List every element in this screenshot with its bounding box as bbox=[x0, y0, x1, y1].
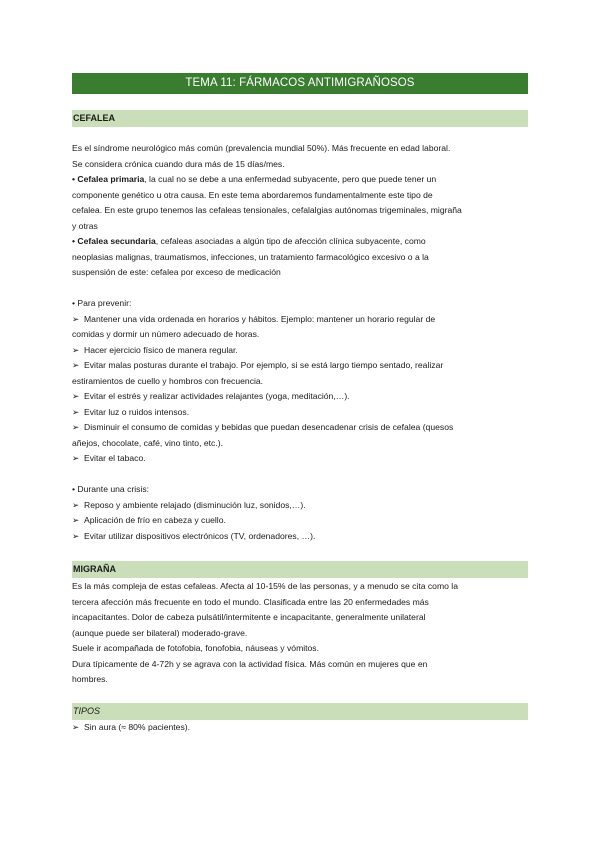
arrow-bullet-icon: ➢ bbox=[72, 453, 80, 463]
bullet: • bbox=[72, 236, 76, 246]
paragraph-line: componente genético u otra causa. En este tema abordaremos fundamentalmente este tipo de bbox=[72, 189, 433, 200]
arrow-bullet-icon: ➢ bbox=[72, 313, 80, 324]
primaria-text: , la cual no se debe a una enfermedad subyacente, pero que puede tener un bbox=[144, 174, 437, 184]
arrow-bullet-icon: ➢ bbox=[72, 360, 80, 370]
section-header-cefalea: CEFALEA bbox=[72, 110, 528, 127]
list-item-line bbox=[72, 420, 530, 436]
paragraph-line: incapacitantes. Dolor de cabeza pulsátil/intermitente e incapacitante, generalmente unilateral bbox=[72, 612, 426, 622]
paragraph-line: Se considera crónica cuando dura más de 15 días/mes. bbox=[72, 158, 285, 169]
section-header-migrana: MIGRAÑA bbox=[72, 561, 528, 578]
tipos-list bbox=[72, 720, 530, 736]
secundaria-text: , cefaleas asociadas a algún tipo de afección clínica subyacente, como bbox=[155, 236, 426, 246]
list-item-line bbox=[72, 405, 530, 421]
list-item-line bbox=[72, 513, 530, 529]
list-item-line bbox=[72, 451, 530, 467]
list-item-text: Reposo y ambiente relajado (disminución luz, sonidos,…). bbox=[84, 499, 306, 510]
paragraph-line: tercera afección más frecuente en todo el mundo. Clasificada entre las 20 enfermedades más bbox=[72, 596, 429, 607]
primaria-line bbox=[72, 172, 530, 188]
list-item-text: Aplicación de frío en cabeza y cuello. bbox=[84, 515, 226, 525]
secundaria-line bbox=[72, 234, 530, 250]
arrow-bullet-icon: ➢ bbox=[72, 406, 80, 417]
list-item-line bbox=[72, 374, 530, 390]
paragraph-line: hombres. bbox=[72, 674, 108, 684]
arrow-bullet-icon: ➢ bbox=[72, 499, 80, 510]
section-header-tipos: TIPOS bbox=[72, 703, 528, 720]
list-item-text: Hacer ejercicio físico de manera regular. bbox=[84, 344, 238, 355]
crisis-heading: • Durante una crisis: bbox=[72, 484, 150, 494]
primaria-term: Cefalea primaria bbox=[77, 174, 145, 184]
arrow-bullet-icon: ➢ bbox=[72, 722, 80, 732]
paragraph-line: Es la más compleja de estas cefaleas. Afecta al 10-15% de las personas, y a menudo se cita como la bbox=[72, 581, 458, 591]
list-item-line bbox=[72, 343, 530, 359]
list-item-line bbox=[72, 498, 530, 514]
cefalea-content bbox=[72, 141, 530, 544]
prevenir-list bbox=[72, 312, 530, 467]
list-item-line bbox=[72, 358, 530, 374]
list-item-text: Sin aura (≈ 80% pacientes). bbox=[84, 722, 190, 732]
list-item-text: comidas y dormir un número adecuado de horas. bbox=[72, 329, 260, 339]
paragraph-line: Suele ir acompañada de fotofobia, fonofobia, náuseas y vómitos. bbox=[72, 643, 319, 653]
paragraph-line: Es el síndrome neurológico más común (prevalencia mundial 50%). Más frecuente en edad laboral. bbox=[72, 143, 451, 153]
list-item-line bbox=[72, 529, 530, 545]
list-item-text: añejos, chocolate, café, vino tinto, etc.). bbox=[72, 437, 223, 448]
list-item-text: Evitar el tabaco. bbox=[84, 453, 146, 463]
paragraph-line: suspensión de este: cefalea por exceso de medicación bbox=[72, 267, 281, 277]
bullet: • bbox=[72, 174, 76, 184]
arrow-bullet-icon: ➢ bbox=[72, 515, 80, 525]
list-item-text: estiramientos de cuello y hombros con frecuencia. bbox=[72, 375, 264, 386]
migrana-content bbox=[72, 579, 530, 688]
list-item-line bbox=[72, 720, 530, 736]
paragraph-line: neoplasias malignas, traumatismos, infecciones, un tratamiento farmacológico excesivo o a la bbox=[72, 251, 429, 262]
list-item-text: Disminuir el consumo de comidas y bebidas que puedan desencadenar crisis de cefalea (quesos bbox=[84, 422, 454, 432]
paragraph-line: Dura típicamente de 4-72h y se agrava con la actividad física. Más común en mujeres que en bbox=[72, 658, 428, 669]
paragraph-line: y otras bbox=[72, 220, 98, 231]
arrow-bullet-icon: ➢ bbox=[72, 391, 80, 401]
list-item-text: Evitar el estrés y realizar actividades relajantes (yoga, meditación,…). bbox=[84, 391, 350, 401]
list-item-text: Evitar luz o ruidos intensos. bbox=[84, 406, 190, 417]
list-item-text: Evitar utilizar dispositivos electrónicos (TV, ordenadores, …). bbox=[84, 530, 316, 541]
arrow-bullet-icon: ➢ bbox=[72, 422, 80, 432]
list-item-line bbox=[72, 389, 530, 405]
arrow-bullet-icon: ➢ bbox=[72, 344, 80, 355]
paragraph-line: (aunque puede ser bilateral) moderado-grave. bbox=[72, 627, 248, 638]
list-item-line bbox=[72, 312, 530, 328]
arrow-bullet-icon: ➢ bbox=[72, 530, 80, 541]
prevenir-heading: • Para prevenir: bbox=[72, 298, 132, 308]
crisis-list bbox=[72, 498, 530, 545]
page-title: TEMA 11: FÁRMACOS ANTIMIGRAÑOSOS bbox=[72, 73, 528, 94]
list-item-text: Mantener una vida ordenada en horarios y hábitos. Ejemplo: mantener un horario regular de bbox=[84, 313, 436, 324]
list-item-line bbox=[72, 327, 530, 343]
list-item-text: Evitar malas posturas durante el trabajo. Por ejemplo, si se está largo tiempo sentado, realizar bbox=[84, 360, 444, 370]
list-item-line bbox=[72, 436, 530, 452]
paragraph-line: cefalea. En este grupo tenemos las cefaleas tensionales, cefalalgias autónomas trigeminales, migraña bbox=[72, 205, 462, 215]
secundaria-term: Cefalea secundaria bbox=[77, 236, 156, 246]
